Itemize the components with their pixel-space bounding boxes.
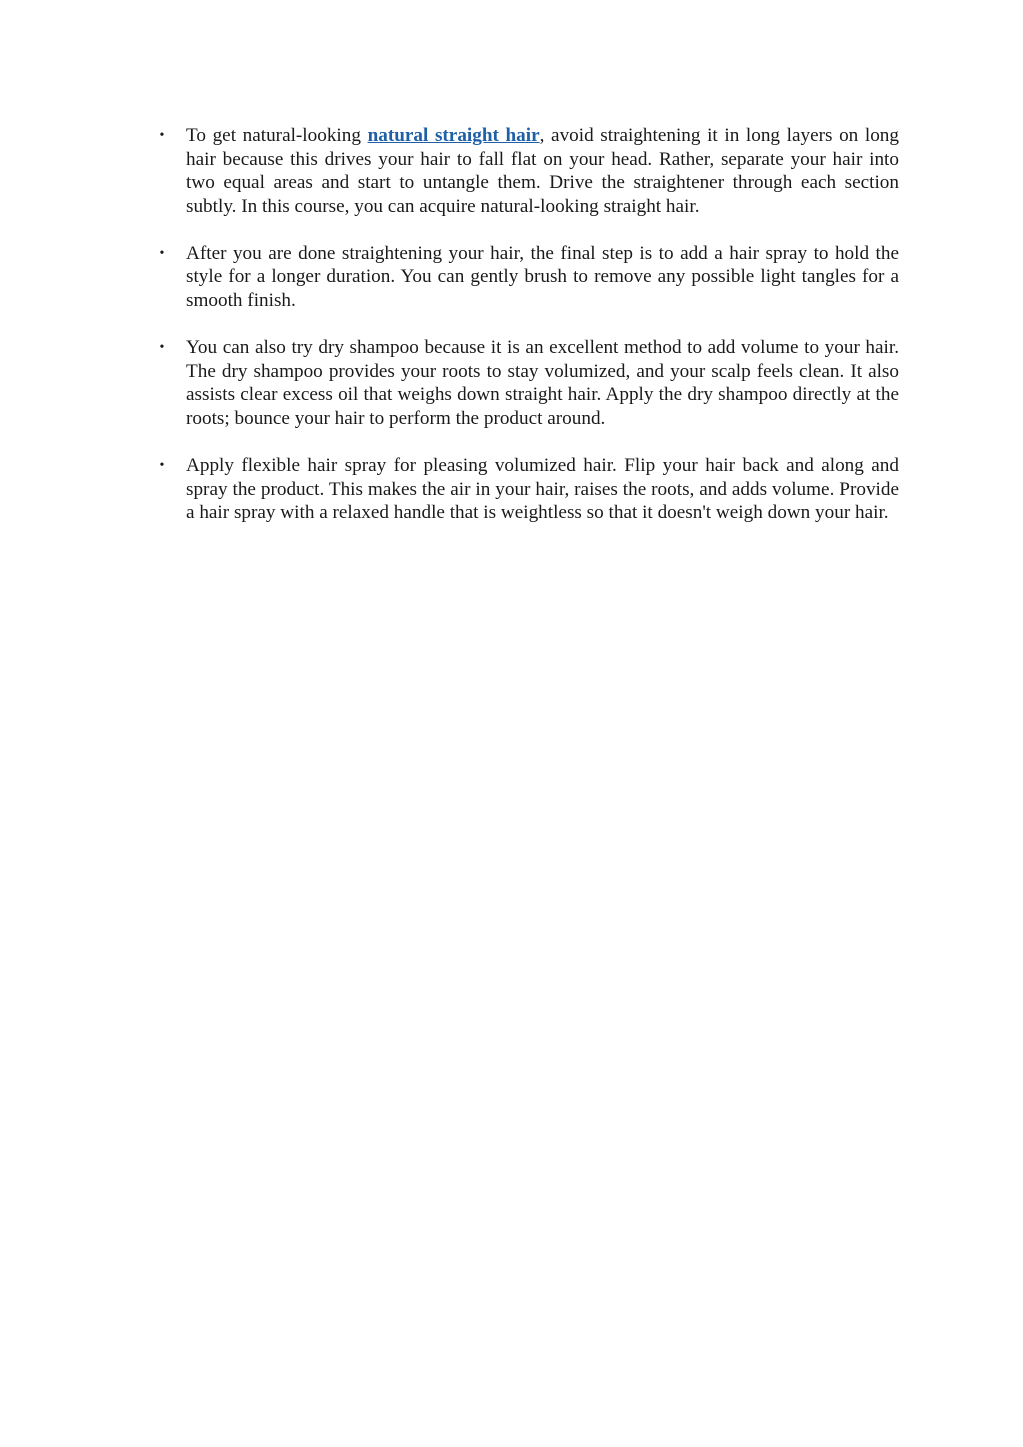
list-item <box>150 454 899 525</box>
list-item-text: Apply flexible hair spray for pleasing volumized hair. Flip your hair back and along and spray the product. This makes the air in your hair, raises the roots, and adds volume. Provide a hair spray with a relaxed handle that is weightless so that it doesn't weigh down your hair. <box>186 455 899 524</box>
list-item <box>150 124 899 218</box>
list-item-text-before-link: To get natural-looking <box>186 125 368 146</box>
natural-straight-hair-link[interactable]: natural straight hair <box>367 125 540 146</box>
bullet-icon: • <box>159 340 165 356</box>
list-item <box>150 242 899 313</box>
list-item-text <box>186 124 899 218</box>
list-item-text: You can also try dry shampoo because it is an excellent method to add volume to your hair. The dry shampoo provides your roots to stay volumized, and your scalp feels clean. It also assists clear excess oil that weighs down straight hair. Apply the dry shampoo directly at the roots; bounce your hair to perform the product around. <box>186 337 899 429</box>
bullet-icon: • <box>159 128 165 143</box>
list-item-text: After you are done straightening your hair, the final step is to add a hair spray to hold the style for a longer duration. You can gently brush to remove any possible light tangles for a smooth finish. <box>186 242 899 312</box>
list-item <box>150 336 899 430</box>
bullet-icon: • <box>159 458 165 474</box>
bullet-icon: • <box>159 245 165 261</box>
bullet-list <box>150 124 899 548</box>
list-item-text-after-link: , avoid straightening it in long layers on long hair because this drives your hair to fall flat on your head. Rather, separate your hair into two equal areas and start to untangle them. Drive the straightener through each section subtly. In this course, you can acquire natural-looking straight hair. <box>186 125 899 217</box>
